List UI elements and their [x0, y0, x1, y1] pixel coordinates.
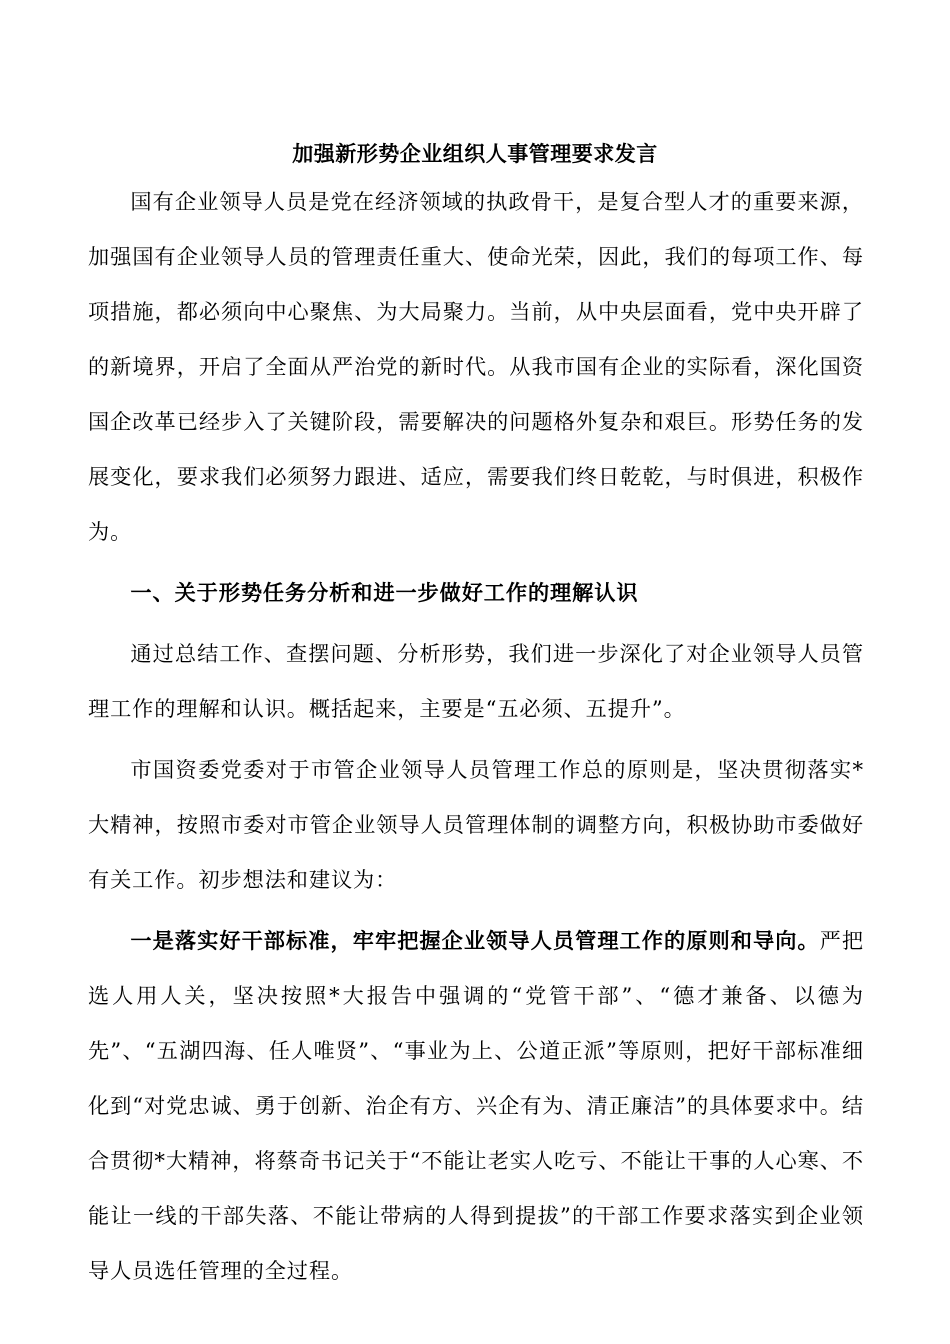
paragraph-understanding: 通过总结工作、查摆问题、分析形势，我们进一步深化了对企业领导人员管理工作的理解和认识。概括起来，主要是“五必须、五提升”。	[88, 641, 864, 721]
paragraph-intro: 国有企业领导人员是党在经济领域的执政骨干，是复合型人才的重要来源，加强国有企业领导人员的管理责任重大、使命光荣，因此，我们的每项工作、每项措施，都必须向中心聚焦、为大局聚力。当前，从中央层面看，党中央开辟了的新境界，开启了全面从严治党的新时代。从我市国有企业的实际看，深化国资国企改革已经步入了关键阶段，需要解决的问题格外复杂和艰巨。形势任务的发展变化，要求我们必须努力跟进、适应，需要我们终日乾乾，与时俱进，积极作为。	[88, 189, 864, 544]
point-one-lead: 一是落实好干部标准，牢牢把握企业领导人员管理工作的原则和导向。	[130, 928, 820, 953]
paragraph-point-one	[88, 913, 864, 1298]
point-one-text: 严把选人用人关，坚决按照*大报告中强调的“党管干部”、“德才兼备、以德为先”、“五湖四海、任人唯贤”、“事业为上、公道正派”等原则，把好干部标准细化到“对党忠诚、勇于创新、治企有方、兴企有为、清正廉洁”的具体要求中。结合贯彻*大精神，将蔡奇书记关于“不能让老实人吃亏、不能让干事的人心寒、不能让一线的干部失落、不能让带病的人得到提拔”的干部工作要求落实到企业领导人员选任管理的全过程。	[88, 928, 864, 1283]
section-heading-1: 一、关于形势任务分析和进一步做好工作的理解认识	[130, 580, 639, 605]
document-body	[88, 174, 864, 1304]
document-title: 加强新形势企业组织人事管理要求发言	[292, 141, 658, 166]
paragraph-principles: 市国资委党委对于市管企业领导人员管理工作总的原则是，坚决贯彻落实*大精神，按照市委对市管企业领导人员管理体制的调整方向，积极协助市委做好有关工作。初步想法和建议为：	[88, 757, 864, 892]
